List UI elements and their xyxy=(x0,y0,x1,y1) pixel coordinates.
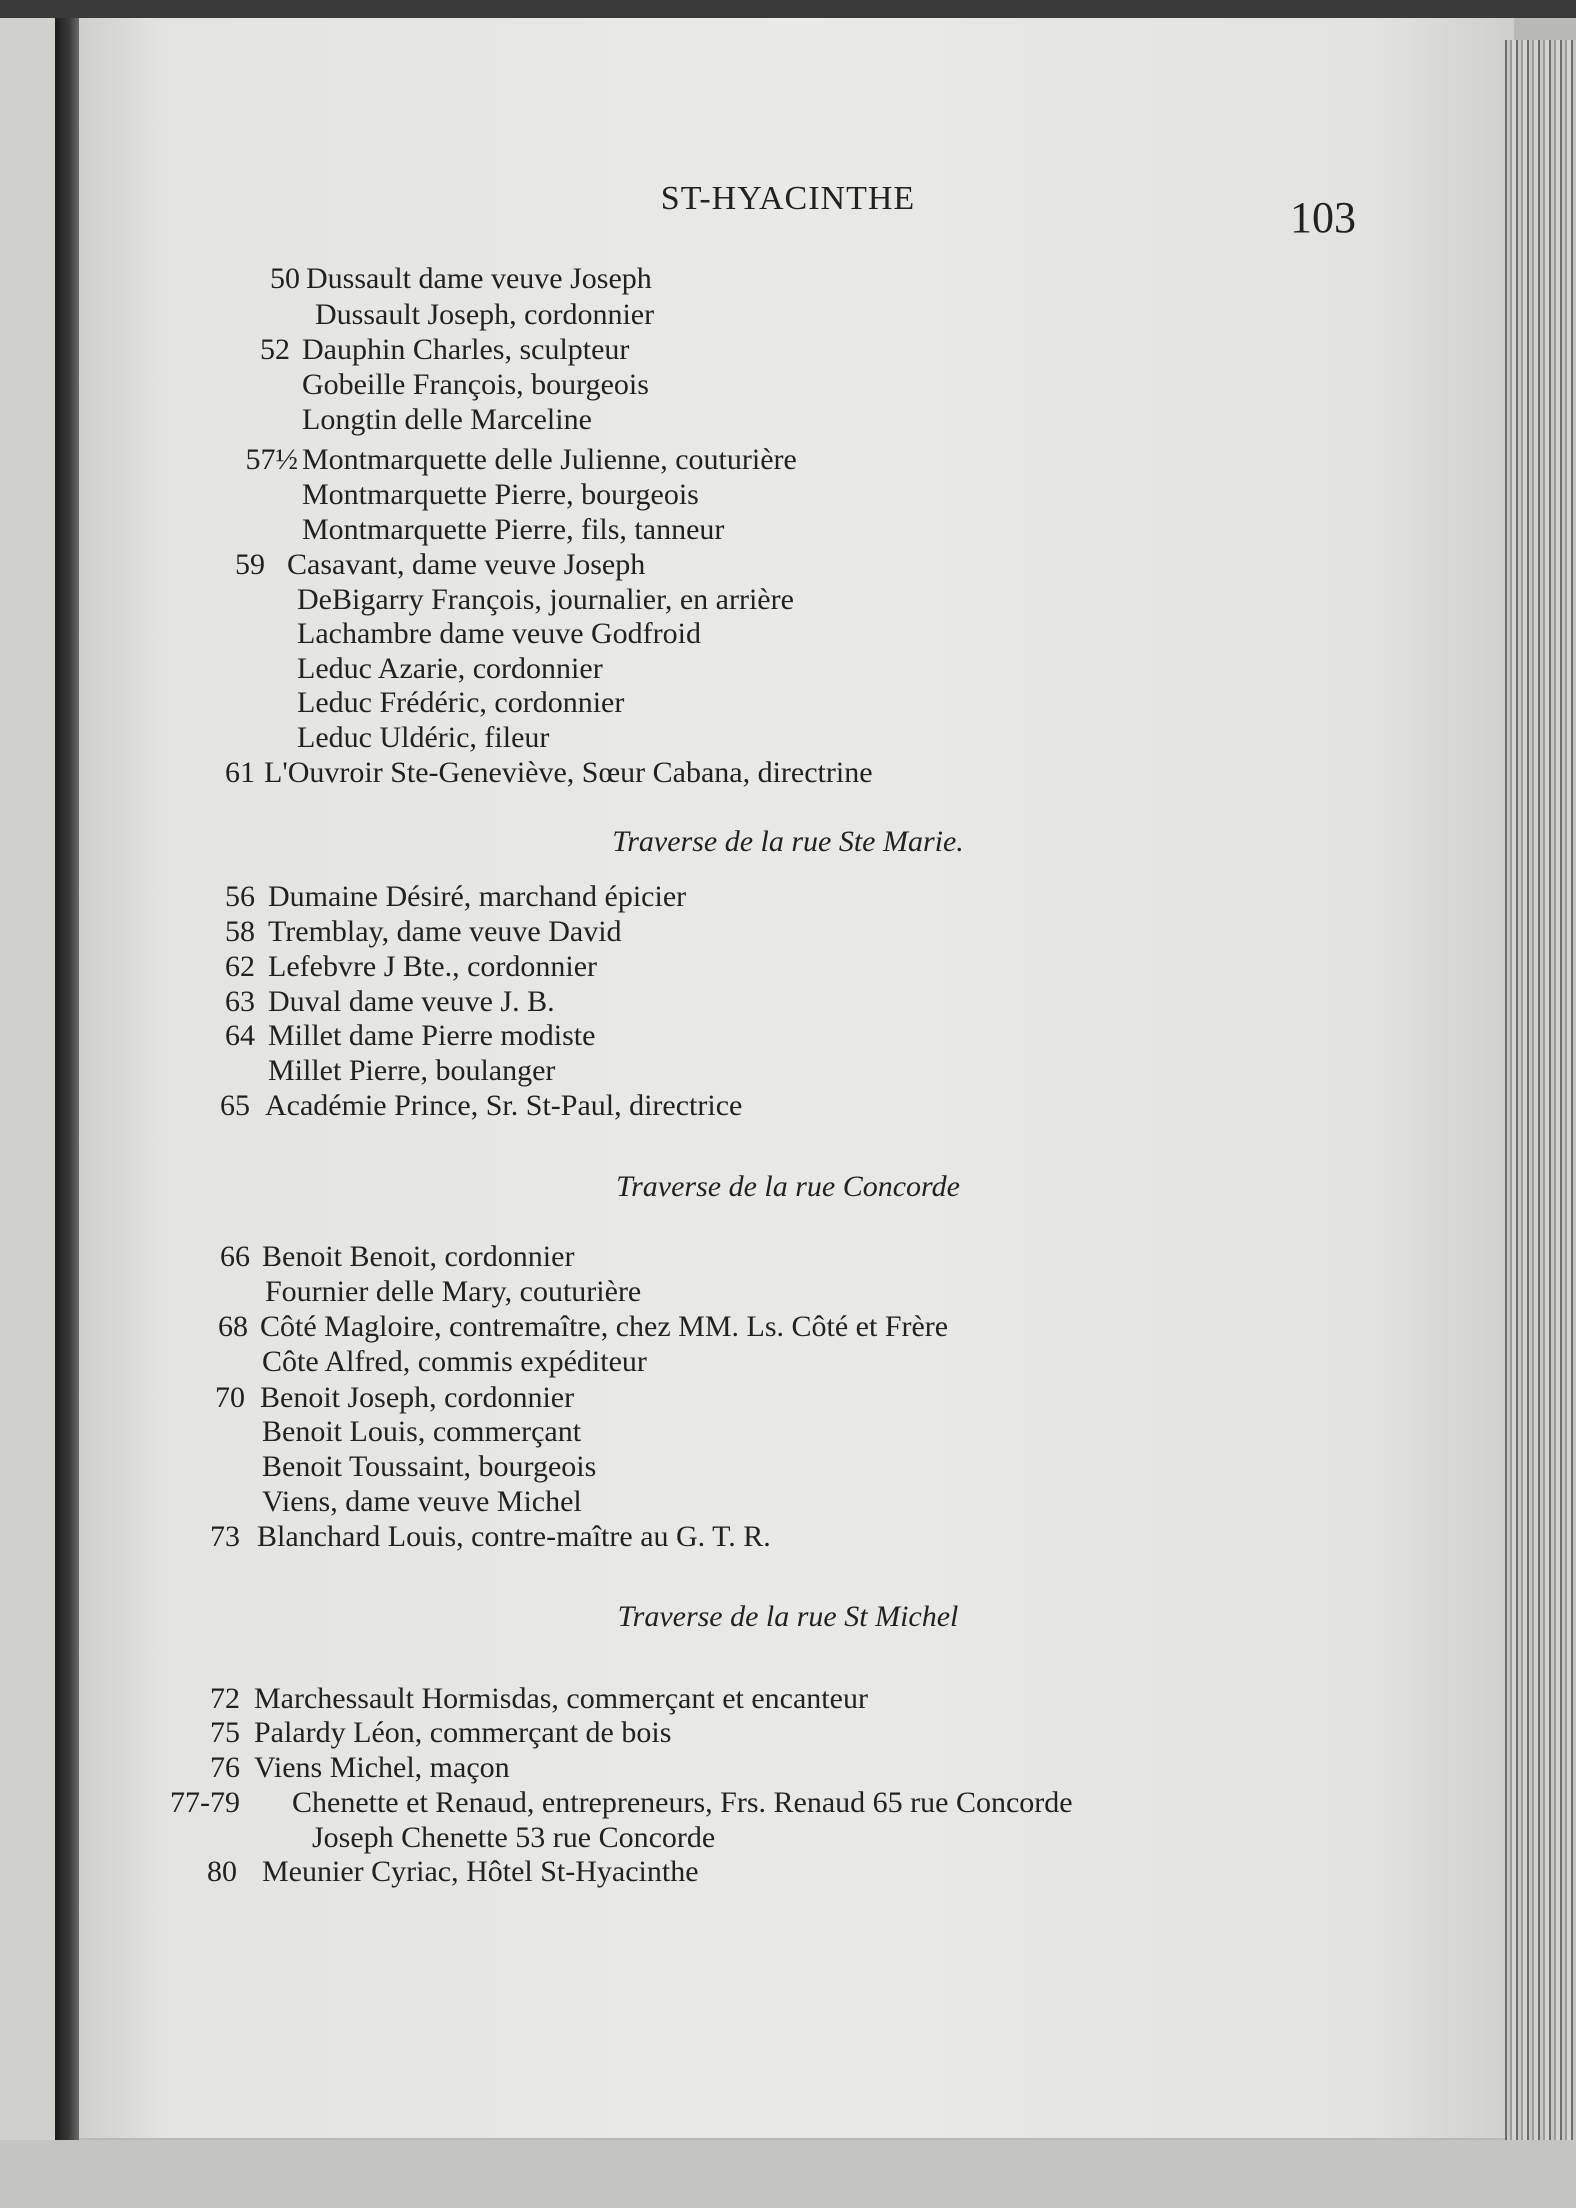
resident-text: Académie Prince, Sr. St-Paul, directrice xyxy=(265,1089,743,1122)
house-number: 61 xyxy=(225,756,255,789)
house-number: 57½ xyxy=(245,443,298,476)
resident-text: Montmarquette delle Julienne, couturière xyxy=(302,443,797,476)
scanner-bottom-edge xyxy=(0,2140,1576,2208)
section-heading: Traverse de la rue Ste Marie. xyxy=(612,825,964,858)
resident-text: Gobeille François, bourgeois xyxy=(302,368,649,401)
house-number: 76 xyxy=(210,1751,240,1784)
resident-text: Millet Pierre, boulanger xyxy=(268,1054,556,1087)
house-number: 77-79 xyxy=(170,1786,240,1819)
page-stack-edges xyxy=(1505,40,1576,2140)
resident-text: Dumaine Désiré, marchand épicier xyxy=(268,880,687,913)
resident-text: Meunier Cyriac, Hôtel St-Hyacinthe xyxy=(262,1855,699,1888)
house-number: 58 xyxy=(225,915,255,948)
house-number: 75 xyxy=(210,1716,240,1749)
resident-text: Chenette et Renaud, entrepreneurs, Frs. Renaud 65 rue Concorde xyxy=(292,1786,1073,1819)
resident-text: Dussault dame veuve Joseph xyxy=(306,262,652,295)
house-number: 65 xyxy=(220,1089,250,1122)
scanner-top-edge xyxy=(0,0,1576,18)
resident-text: Viens Michel, maçon xyxy=(254,1751,510,1784)
resident-text: Benoit Benoit, cordonnier xyxy=(262,1240,575,1273)
resident-text: Benoit Toussaint, bourgeois xyxy=(262,1450,597,1483)
house-number: 80 xyxy=(207,1855,237,1888)
resident-text: Dauphin Charles, sculpteur xyxy=(302,333,630,366)
house-number: 68 xyxy=(218,1310,248,1343)
house-number: 66 xyxy=(220,1240,250,1273)
resident-text: Duval dame veuve J. B. xyxy=(268,985,555,1018)
resident-text: Côté Magloire, contremaître, chez MM. Ls. Côté et Frère xyxy=(260,1310,949,1343)
running-header-title: ST-HYACINTHE xyxy=(660,180,916,217)
resident-text: Côte Alfred, commis expéditeur xyxy=(262,1345,647,1378)
page-number: 103 xyxy=(1290,193,1356,242)
resident-text: Lachambre dame veuve Godfroid xyxy=(297,617,701,650)
resident-text: Leduc Azarie, cordonnier xyxy=(297,652,603,685)
house-number: 64 xyxy=(225,1019,255,1052)
resident-text: Montmarquette Pierre, fils, tanneur xyxy=(302,513,725,546)
resident-text: Fournier delle Mary, couturière xyxy=(265,1275,642,1308)
resident-text: Millet dame Pierre modiste xyxy=(268,1019,596,1052)
resident-text: Viens, dame veuve Michel xyxy=(262,1485,582,1518)
resident-text: Montmarquette Pierre, bourgeois xyxy=(302,478,699,511)
resident-text: Joseph Chenette 53 rue Concorde xyxy=(312,1821,716,1854)
house-number: 56 xyxy=(225,880,255,913)
resident-text: L'Ouvroir Ste-Geneviève, Sœur Cabana, directrine xyxy=(264,756,873,789)
resident-text: DeBigarry François, journalier, en arrière xyxy=(297,583,794,616)
resident-text: Blanchard Louis, contre-maître au G. T. R. xyxy=(257,1520,771,1553)
resident-text: Leduc Frédéric, cordonnier xyxy=(297,686,625,719)
house-number: 72 xyxy=(210,1682,240,1715)
house-number: 52 xyxy=(260,333,290,366)
resident-text: Benoit Joseph, cordonnier xyxy=(260,1381,575,1414)
house-number: 63 xyxy=(225,985,255,1018)
resident-text: Tremblay, dame veuve David xyxy=(268,915,622,948)
resident-text: Casavant, dame veuve Joseph xyxy=(287,548,646,581)
section-heading: Traverse de la rue Concorde xyxy=(616,1170,960,1203)
resident-text: Lefebvre J Bte., cordonnier xyxy=(268,950,598,983)
house-number: 62 xyxy=(225,950,255,983)
house-number: 70 xyxy=(215,1381,245,1414)
resident-text: Leduc Uldéric, fileur xyxy=(297,721,550,754)
resident-text: Dussault Joseph, cordonnier xyxy=(315,298,655,331)
resident-text: Palardy Léon, commerçant de bois xyxy=(254,1716,672,1749)
house-number: 59 xyxy=(235,548,265,581)
house-number: 73 xyxy=(210,1520,240,1553)
resident-text: Marchessault Hormisdas, commerçant et encanteur xyxy=(254,1682,868,1715)
section-heading: Traverse de la rue St Michel xyxy=(617,1600,959,1633)
resident-text: Longtin delle Marceline xyxy=(302,403,592,436)
resident-text: Benoit Louis, commerçant xyxy=(262,1415,582,1448)
house-number: 50 xyxy=(270,262,300,295)
